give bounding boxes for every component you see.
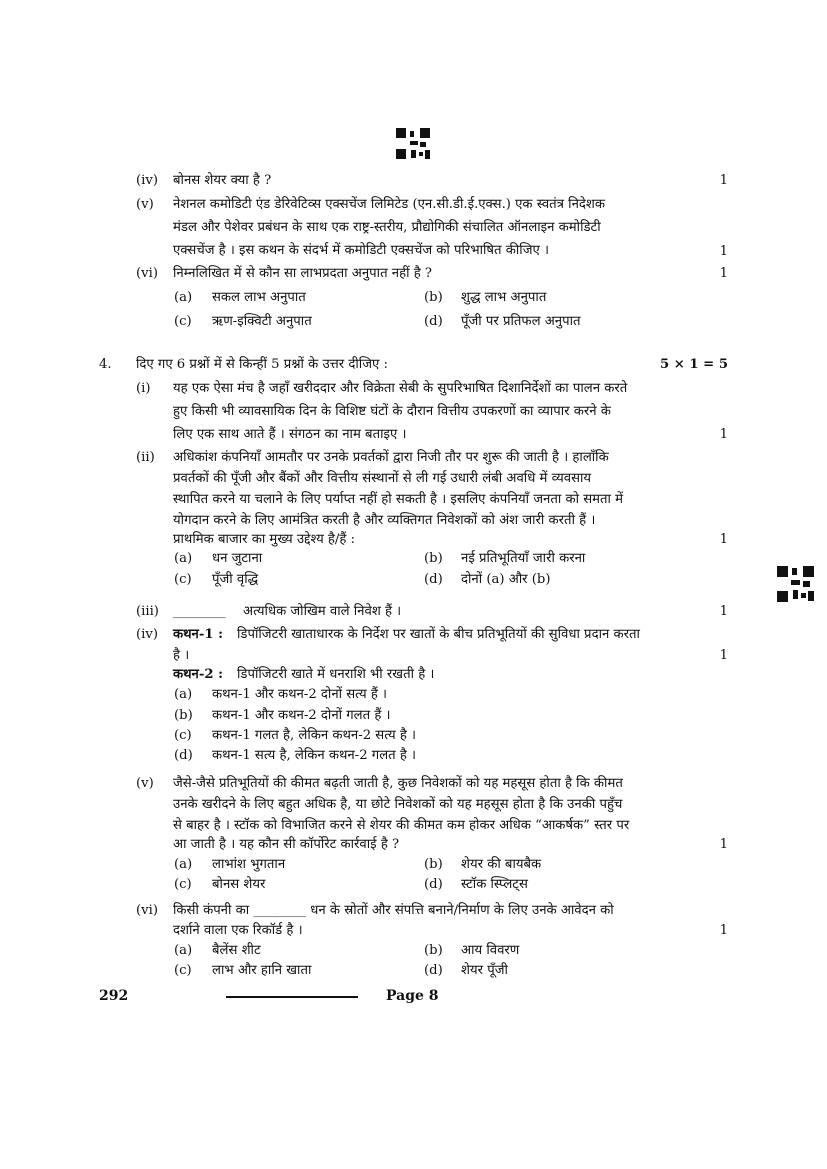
q4-iii-marks: 1 (719, 604, 728, 619)
option-text: शुद्ध लाभ अनुपात (461, 290, 547, 305)
footer-separator (226, 996, 358, 998)
option-text: दोनों (a) और (b) (461, 572, 551, 587)
option-label: (a) (174, 290, 193, 305)
q3-vi-text: निम्नलिखित में से कौन सा लाभप्रदता अनुपात नहीं है ? (173, 266, 432, 281)
option-label: (b) (424, 551, 443, 566)
q4-i-line-1: यह एक ऐसा मंच है जहाँ खरीददार और विक्रेता सेबी के सुपरिभाषित दिशानिर्देशों का पालन करते (173, 381, 628, 396)
q4-iv-marks: 1 (719, 648, 728, 663)
q3-v-marks: 1 (719, 244, 728, 259)
option-text: कथन-1 सत्य है, लेकिन कथन-2 गलत है । (212, 748, 417, 763)
statement-1-label: कथन-1 : (173, 627, 223, 642)
option-text: सकल लाभ अनुपात (212, 290, 306, 305)
option-text: नई प्रतिभूतियाँ जारी करना (461, 551, 586, 566)
q4-vi-line-2: दर्शाने वाला एक रिकॉर्ड है । (173, 923, 303, 938)
option-text: स्टॉक स्प्लिट्स (461, 877, 528, 892)
q3-v-line-3: एक्सचेंज है । इस कथन के संदर्भ में कमोडिटी एक्सचेंज को परिभाषित कीजिए । (173, 243, 549, 258)
paper-code: 292 (99, 988, 129, 1004)
q4-i-marks: 1 (719, 427, 728, 442)
option-text: शेयर की बायबैक (461, 857, 542, 872)
q4-vi-number: (vi) (136, 903, 158, 918)
page-number: Page 8 (386, 988, 439, 1004)
statement-1-line-1: डिपॉजिटरी खाताधारक के निर्देश पर खातों के बीच प्रतिभूतियों की सुविधा प्रदान करता (237, 627, 640, 642)
option-label: (b) (424, 290, 443, 305)
statement-2-label: कथन-2 : (173, 667, 223, 682)
option-label: (a) (174, 687, 193, 702)
q4-ii-line-3: स्थापित करने या चलाने के लिए पर्याप्त नहीं हो सकती है । इसलिए कंपनियाँ जनता को समता में (173, 492, 624, 507)
q3-iv-marks: 1 (719, 173, 728, 188)
statement-1-line-2: है । (173, 648, 190, 663)
option-label: (d) (174, 748, 193, 763)
option-text: कथन-1 और कथन-2 दोनों गलत हैं । (212, 708, 391, 723)
q4-iii-text: अत्यधिक जोखिम वाले निवेश हैं । (243, 604, 402, 619)
q3-vi-number: (vi) (136, 266, 158, 281)
option-label: (b) (424, 857, 443, 872)
option-label: (c) (174, 572, 192, 587)
option-label: (a) (174, 857, 193, 872)
option-label: (d) (424, 877, 443, 892)
q4-ii-line-5: प्राथमिक बाजार का मुख्य उद्देश्य है/हैं : (173, 532, 356, 547)
side-qr-code (776, 565, 816, 604)
q4-ii-line-2: प्रवर्तकों की पूँजी और बैंकों और वित्तीय संस्थानों से ली गई उधारी लंबी अवधि में व्यवसाय (173, 471, 592, 486)
q4-ii-line-1: अधिकांश कंपनियाँ आमतौर पर उनके प्रवर्तकों द्वारा निजी तौर पर शुरू की जाती है । हालाँकि (173, 450, 609, 465)
q3-vi-marks: 1 (719, 266, 728, 281)
option-text: कथन-1 और कथन-2 दोनों सत्य हैं । (212, 687, 388, 702)
q4-number: 4. (99, 357, 112, 372)
q4-instruction: दिए गए 6 प्रश्नों में से किन्हीं 5 प्रश्नों के उत्तर दीजिए : (136, 357, 388, 372)
option-label: (b) (424, 943, 443, 958)
option-label: (c) (174, 314, 192, 329)
q4-iii-number: (iii) (136, 604, 159, 619)
q3-v-number: (v) (136, 197, 154, 212)
q4-v-number: (v) (136, 776, 154, 791)
q4-v-line-2: उनके खरीदने के लिए बहुत अधिक है, या छोटे निवेशकों को यह महसूस होता है कि उनकी पहुँच (173, 797, 623, 812)
option-label: (a) (174, 551, 193, 566)
q4-v-line-4: आ जाती है । यह कौन सी कॉर्पोरेट कार्रवाई है ? (173, 837, 400, 852)
option-label: (d) (424, 314, 443, 329)
top-qr-code (395, 127, 433, 162)
option-text: लाभ और हानि खाता (212, 963, 312, 978)
q4-vi-line-1: किसी कंपनी का ________ धन के स्रोतों और संपत्ति बनाने/निर्माण के लिए उनके आवेदन को (173, 903, 614, 918)
q4-vi-marks: 1 (719, 923, 728, 938)
option-text: पूँजी पर प्रतिफल अनुपात (461, 314, 581, 329)
q3-v-line-1: नेशनल कमोडिटी एंड डेरिवेटिव्स एक्सचेंज लिमिटेड (एन.सी.डी.ई.एक्स.) एक स्वतंत्र निदेशक (173, 197, 605, 212)
option-text: लाभांश भुगतान (212, 857, 286, 872)
option-label: (b) (174, 708, 193, 723)
q3-iv-number: (iv) (136, 173, 158, 188)
q4-v-line-1: जैसे-जैसे प्रतिभूतियों की कीमत बढ़ती जाती है, कुछ निवेशकों को यह महसूस होता है कि कीमत (173, 776, 623, 791)
q3-iv-text: बोनस शेयर क्या है ? (173, 173, 272, 188)
option-text: बोनस शेयर (212, 877, 266, 892)
option-label: (c) (174, 728, 192, 743)
option-text: पूँजी वृद्धि (212, 572, 259, 587)
q4-ii-marks: 1 (719, 532, 728, 547)
option-label: (c) (174, 963, 192, 978)
option-label: (a) (174, 943, 193, 958)
q4-v-line-3: से बाहर है । स्टॉक को विभाजित करने से शेयर की कीमत कम होकर अधिक “आकर्षक” स्तर पर (173, 818, 630, 833)
option-text: शेयर पूँजी (461, 963, 508, 978)
q4-iv-number: (iv) (136, 627, 158, 642)
option-label: (d) (424, 963, 443, 978)
q4-ii-line-4: योगदान करने के लिए आमंत्रित करती है और व्यक्तिगत निवेशकों को अंश जारी करती हैं । (173, 513, 596, 528)
option-text: बैलेंस शीट (212, 943, 261, 958)
option-text: ऋण-इक्विटी अनुपात (212, 314, 312, 329)
q3-v-line-2: मंडल और पेशेवर प्रबंधन के साथ एक राष्ट्र-स्तरीय, प्रौद्योगिकी संचालित ऑनलाइन कमोडिटी (173, 220, 601, 235)
q4-marks: 5 × 1 = 5 (660, 357, 728, 372)
q4-ii-number: (ii) (136, 450, 155, 465)
q4-iii-blank: ________ (173, 604, 226, 619)
statement-2-text: डिपॉजिटरी खाते में धनराशि भी रखती है । (237, 667, 435, 682)
q4-i-line-2: हुए किसी भी व्यावसायिक दिन के विशिष्ट घंटों के दौरान वित्तीय उपकरणों का व्यापार करने के (173, 404, 611, 419)
q4-v-marks: 1 (719, 837, 728, 852)
option-label: (c) (174, 877, 192, 892)
option-text: कथन-1 गलत है, लेकिन कथन-2 सत्य है । (212, 728, 417, 743)
q4-i-line-3: लिए एक साथ आते हैं । संगठन का नाम बताइए । (173, 427, 407, 442)
option-text: धन जुटाना (212, 551, 263, 566)
option-text: आय विवरण (461, 943, 520, 958)
q4-i-number: (i) (136, 381, 151, 396)
option-label: (d) (424, 572, 443, 587)
